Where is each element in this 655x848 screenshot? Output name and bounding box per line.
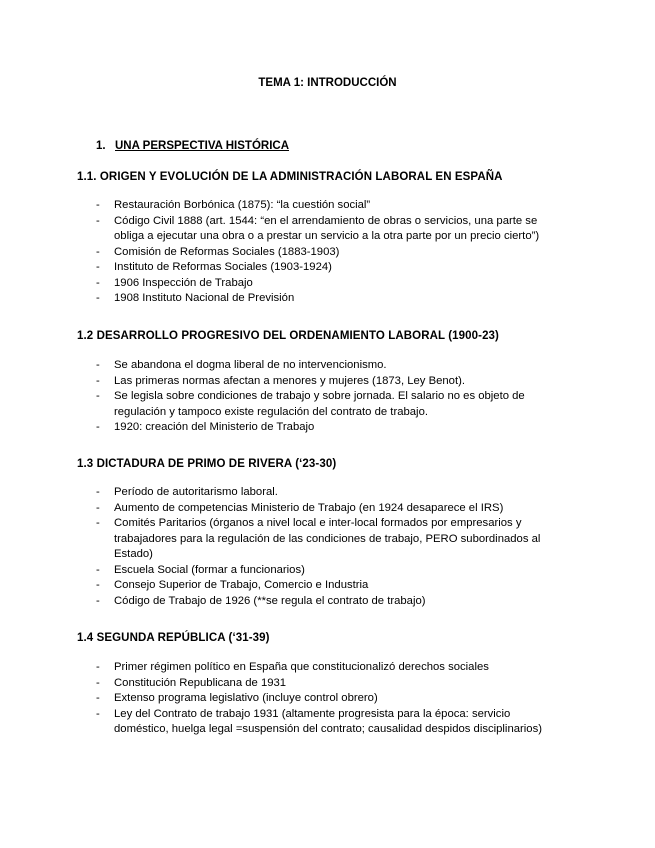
list-item: - Consejo Superior de Trabajo, Comercio e Industria xyxy=(96,579,369,591)
list-item: - Aumento de competencias Ministerio de Trabajo (en 1924 desaparece el IRS) xyxy=(96,501,504,514)
document-title: TEMA 1: INTRODUCCIÓN xyxy=(258,77,397,89)
list-item: - Se abandona el dogma liberal de no intervencionismo. xyxy=(96,359,387,371)
list-item: - 1908 Instituto Nacional de Previsión xyxy=(96,292,295,304)
list-item: - Período de autoritarismo laboral. xyxy=(96,486,278,498)
list-item: - 1906 Inspección de Trabajo xyxy=(96,276,253,289)
subsection-list-1-2 xyxy=(96,358,566,436)
list-item: - Ley del Contrato de trabajo 1931 (altamente progresista para la época: servicio doméstico, huelga legal =suspensión del contrato; causalidad despidos disciplinarios) xyxy=(96,707,542,735)
list-item: - Las primeras normas afectan a menores y mujeres (1873, Ley Benot). xyxy=(96,374,465,387)
subsection-heading-1-1: 1.1. ORIGEN Y EVOLUCIÓN DE LA ADMINISTRACIÓN LABORAL EN ESPAÑA xyxy=(77,171,503,183)
list-item: - Escuela Social (formar a funcionarios) xyxy=(96,563,305,576)
subsection-list-1-3 xyxy=(96,485,566,609)
list-item: - Se legisla sobre condiciones de trabajo y sobre jornada. El salario no es objeto de regulación y tampoco existe regulación del contrato de trabajo. xyxy=(96,390,525,418)
subsection-list-1-4 xyxy=(96,660,566,738)
list-item: - Código Civil 1888 (art. 1544: “en el arrendamiento de obras o servicios, una parte se obliga a ejecutar una obra o a prestar un servicio a la otra parte por un precio cierto”) xyxy=(96,214,540,242)
list-item: - Restauración Borbónica (1875): “la cuestión social” xyxy=(96,199,371,211)
list-item: - Constitución Republicana de 1931 xyxy=(96,676,287,689)
subsection-heading-1-4: 1.4 SEGUNDA REPÚBLICA (‘31-39) xyxy=(77,632,270,644)
list-item: - Comisión de Reformas Sociales (1883-1903) xyxy=(96,245,340,258)
list-item: - 1920: creación del Ministerio de Trabajo xyxy=(96,421,315,433)
subsection-list-1-1 xyxy=(96,198,566,307)
list-item: - Extenso programa legislativo (incluye control obrero) xyxy=(96,692,378,704)
section-title: UNA PERSPECTIVA HISTÓRICA xyxy=(115,140,290,152)
section-number: 1. xyxy=(96,140,106,152)
subsection-heading-1-2: 1.2 DESARROLLO PROGRESIVO DEL ORDENAMIENTO LABORAL (1900-23) xyxy=(77,330,499,342)
section-heading xyxy=(96,140,289,152)
list-item: - Código de Trabajo de 1926 (**se regula el contrato de trabajo) xyxy=(96,594,426,607)
subsection-heading-1-3: 1.3 DICTADURA DE PRIMO DE RIVERA (‘23-30) xyxy=(77,458,337,470)
list-item: - Instituto de Reformas Sociales (1903-1924) xyxy=(96,261,332,273)
list-item: - Comités Paritarios (órganos a nivel local e inter-local formados por empresarios y trabajadores para la regulación de las condiciones de trabajo, PERO subordinados al Estado) xyxy=(96,517,541,560)
list-item: - Primer régimen político en España que constitucionalizó derechos sociales xyxy=(96,661,489,673)
